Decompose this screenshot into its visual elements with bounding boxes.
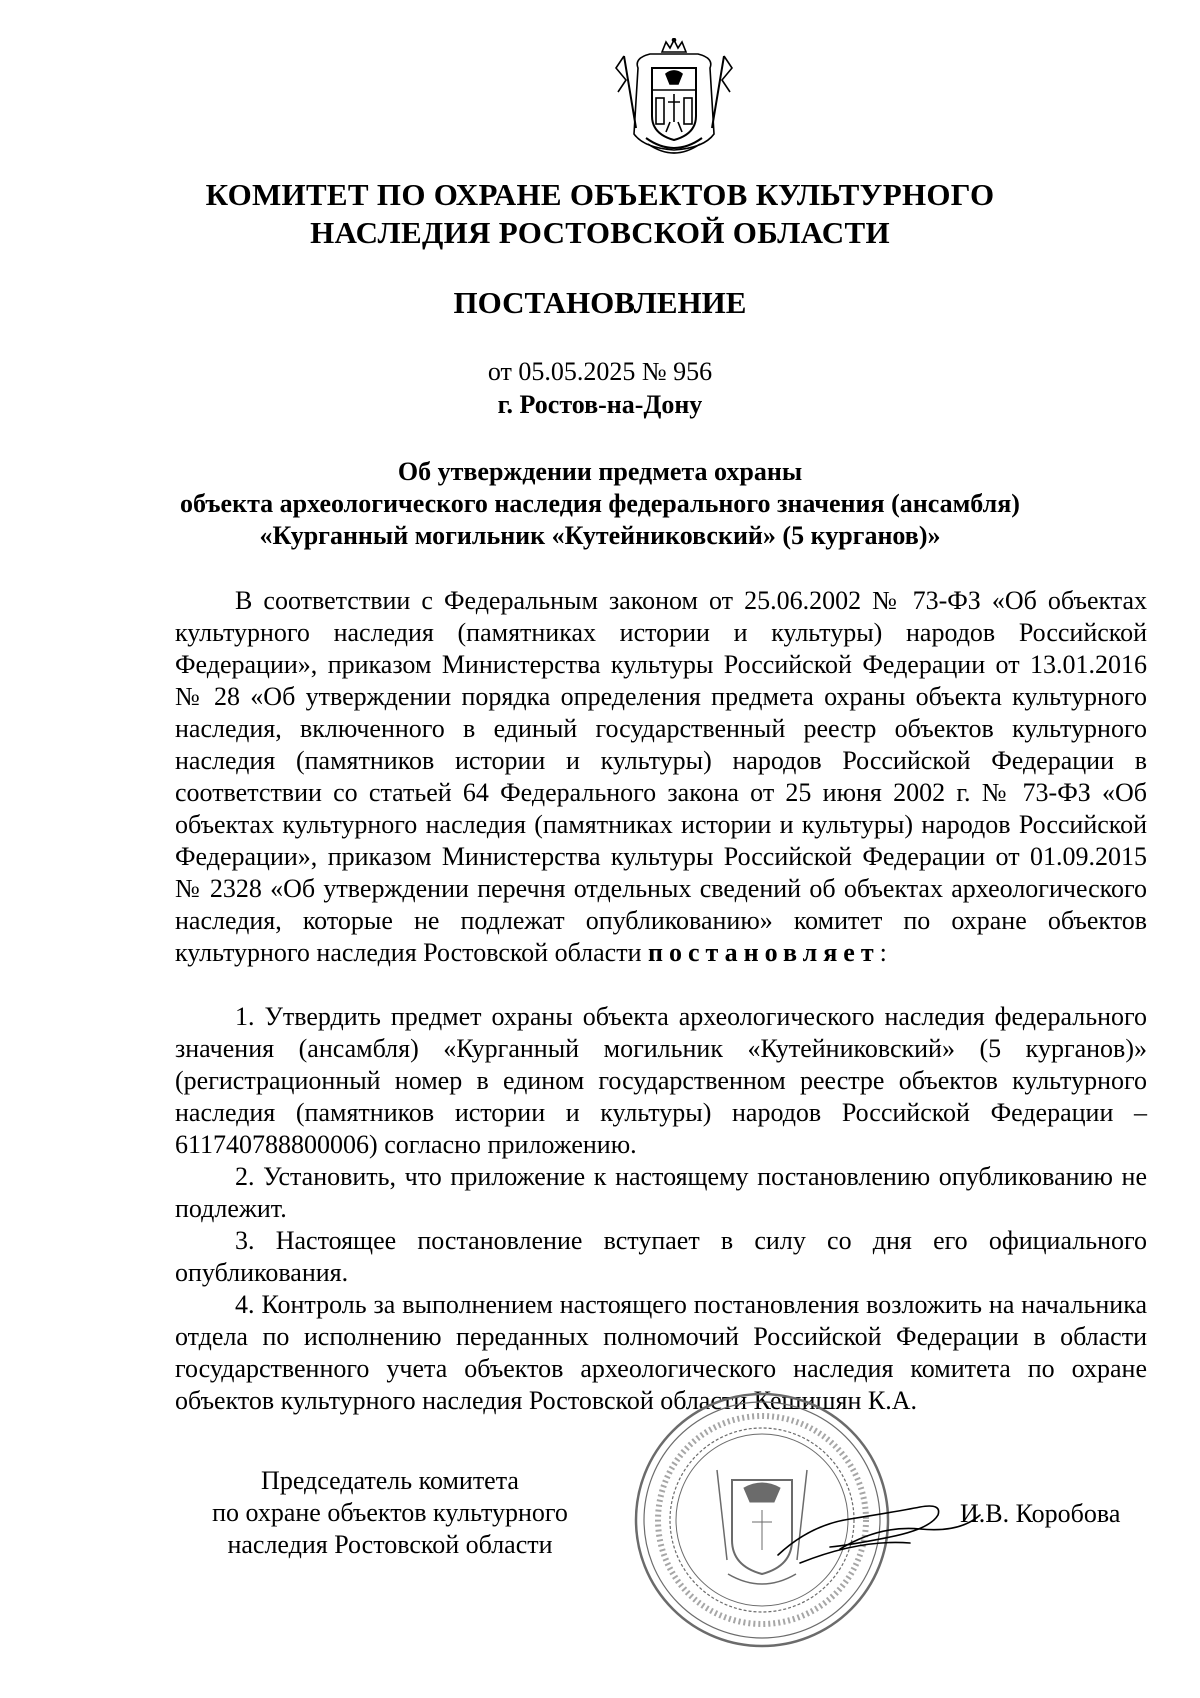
document-type: ПОСТАНОВЛЕНИЕ — [453, 285, 747, 320]
decree-item-1: 1. Утвердить предмет охраны объекта археологического наследия федерального значения (ансамбля) «Курганный могильник «Кутейниковский» (5 курганов)» (регистрационный номер в едином государственном реестре объектов культурного наследия (памятников истории и культуры) народов Российской Федерации – 611740788800006) согласно приложению. — [175, 1002, 1147, 1159]
decree-item-3: 3. Настоящее постановление вступает в силу со дня его официального опубликования. — [175, 1226, 1147, 1287]
preamble-paragraph — [175, 585, 1147, 969]
signatory-title-line2: по охране объектов культурного — [212, 1498, 568, 1527]
signatory-name: И.В. Коробова — [960, 1499, 1121, 1528]
decree-item-2: 2. Установить, что приложение к настоящему постановлению опубликованию не подлежит. — [175, 1162, 1147, 1223]
organization-name-line1: КОМИТЕТ ПО ОХРАНЕ ОБЪЕКТОВ КУЛЬТУРНОГО — [205, 177, 995, 212]
preamble-colon: : — [879, 938, 887, 967]
subject-line3: «Курганный могильник «Кутейниковский» (5 курганов)» — [259, 521, 941, 550]
subject-line2: объекта археологического наследия федерального значения (ансамбля) — [180, 489, 1020, 518]
preamble-text: В соответствии с Федеральным законом от 25.06.2002 № 73-ФЗ «Об объектах культурного наследия (памятниках истории и культуры) народов Российской Федерации», приказом Министерства культуры Российской Федерации от 13.01.2016 № 28 «Об утверждении порядка определения предмета охраны объекта культурного наследия, включенного в единый государственный реестр объектов культурного наследия (памятников истории и культуры) народов Российской Федерации в соответствии со статьей 64 Федерального закона от 25 июня 2002 г. № 73-ФЗ «Об объектах культурного наследия (памятниках истории и культуры) народов Российской Федерации», приказом Министерства культуры Российской Федерации от 01.09.2015 № 2328 «Об утверждении перечня отдельных сведений об объектах археологического наследия, которые не подлежат опубликованию» комитет по охране объектов культурного наследия Ростовской области — [175, 586, 1147, 967]
signatory-title-line1: Председатель комитета — [261, 1466, 519, 1495]
organization-name — [150, 176, 1050, 252]
document-body — [175, 585, 1147, 1417]
handwritten-signature-icon — [770, 1485, 990, 1575]
decree-word: постановляет — [648, 938, 880, 967]
subject-line1: Об утверждении предмета охраны — [397, 457, 803, 486]
document-subject — [160, 456, 1040, 552]
coat-of-arms-icon — [614, 38, 734, 158]
signatory-title-line3: наследия Ростовской области — [227, 1530, 553, 1559]
decree-item-4: 4. Контроль за выполнением настоящего постановления возложить на начальника отдела по исполнению переданных полномочий Российской Федерации в области государственного учета объектов археологического наследия комитета по охране объектов культурного наследия Ростовской области Кешишян К.А. — [175, 1290, 1147, 1415]
signatory-title — [180, 1465, 600, 1561]
document-city: г. Ростов-на-Дону — [497, 390, 703, 419]
document-date-number: от 05.05.2025 № 956 — [487, 357, 713, 386]
organization-name-line2: НАСЛЕДИЯ РОСТОВСКОЙ ОБЛАСТИ — [310, 215, 890, 250]
